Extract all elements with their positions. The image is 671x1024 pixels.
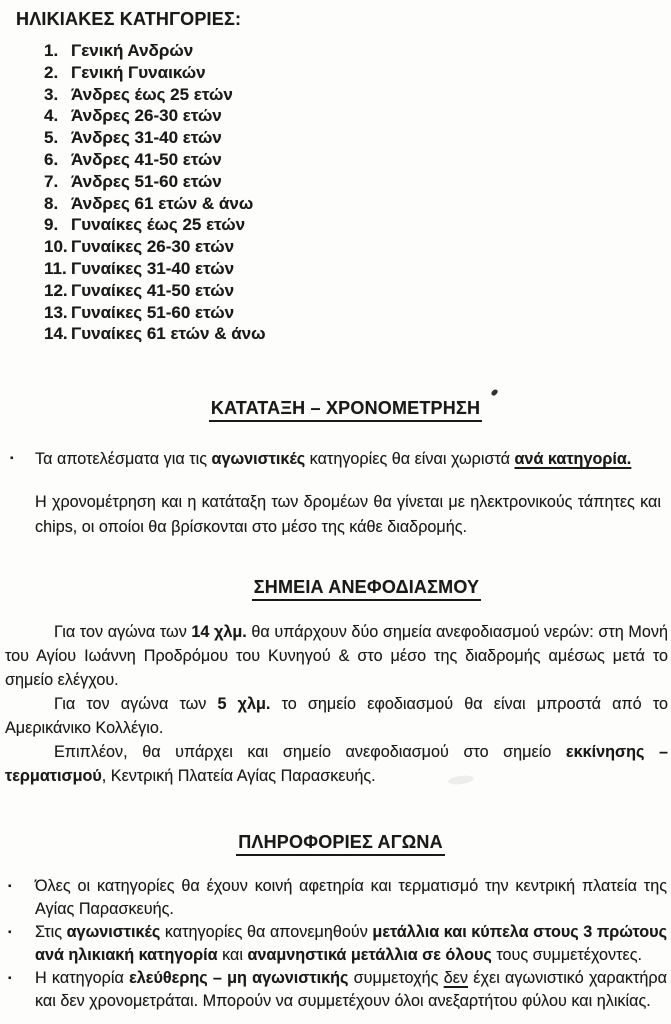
age-category-item (0, 193, 671, 215)
text-segment: θα υπάρχουν δύο σημεία ανεφοδιασμού νερών: στη Μονή του Αγίου Ιωάννη Προδρόμου του Κυνηγού & στο μέσο της διαδρομής αμέσως μετά το σημείο ελέγχου. (5, 623, 668, 690)
race-info-bullet-noncompetitive (35, 967, 667, 1013)
text-segment: συμμετοχής (348, 969, 444, 988)
age-category-item (0, 62, 671, 84)
text-segment: τους συμμετέχοντες. (491, 946, 643, 965)
age-category-item (0, 105, 671, 127)
text-segment: ανά κατηγορία. (514, 450, 632, 469)
text-segment: Όλες οι κατηγορίες θα έχουν κοινή αφετηρία και τερματισμό την κεντρική πλατεία της Αγίας Παρασκευής. (35, 877, 667, 919)
age-category-number: 12. (44, 280, 68, 300)
age-category-number: 3. (44, 84, 59, 104)
text-segment: αναμνηστικά μετάλλια σε όλους (247, 946, 492, 965)
age-category-label: Γυναίκες έως 25 ετών (71, 215, 246, 235)
bullet-square-icon: ▪ (8, 927, 12, 939)
ranking-bullet-text (35, 448, 667, 470)
age-category-label: Άνδρες 51-60 ετών (71, 171, 222, 191)
age-category-item (0, 236, 671, 258)
age-category-number: 10. (44, 237, 68, 257)
text-segment: , Κεντρική Πλατεία Αγίας Παρασκευής. (101, 767, 376, 786)
text-segment: κατηγορίες θα απονεμηθούν (160, 923, 373, 942)
refreshment-paragraphs (5, 620, 668, 788)
ranking-timing-heading (10, 398, 671, 422)
age-category-item (0, 280, 671, 302)
race-info-heading-text: ΠΛΗΡΟΦΟΡΙΕΣ ΑΓΩΝΑ (236, 832, 445, 856)
text-segment: το σημείο εφοδιασμού θα είναι μπροστά από το Αμερικάνικο Κολλέγιο. (5, 695, 668, 738)
age-category-number: 1. (44, 41, 59, 60)
age-category-label: Γυναίκες 26-30 ετών (71, 237, 235, 257)
text-segment: Τα αποτελέσματα για τις (35, 450, 212, 469)
text-segment: και (217, 946, 248, 965)
text-segment: Επιπλέον, θα υπάρχει και σημείο ανεφοδιασμού στο σημείο (54, 743, 566, 762)
age-category-number: 4. (44, 106, 59, 126)
age-category-number: 13. (44, 302, 68, 322)
refreshment-paragraph-startfinish (5, 740, 668, 788)
race-info-bullet-medals (35, 921, 667, 967)
age-category-number: 8. (44, 193, 59, 213)
age-category-label: Γυναίκες 51-60 ετών (71, 302, 235, 322)
age-category-label: Γυναίκες 41-50 ετών (71, 280, 235, 300)
age-category-item (0, 323, 671, 345)
bullet-square-icon: ▪ (10, 453, 14, 465)
refreshment-paragraph-14km (5, 620, 668, 692)
race-info-bullet-start-finish (35, 875, 667, 921)
age-category-number: 11. (44, 258, 67, 278)
race-info-bullet-row (0, 921, 667, 967)
text-segment: Για τον αγώνα των (54, 623, 192, 642)
text-segment: 14 χλμ. (191, 623, 247, 642)
bullet-square-icon: ▪ (8, 881, 12, 893)
age-category-number: 6. (44, 149, 59, 169)
race-info-heading (5, 832, 671, 856)
text-segment: Για τον αγώνα των (54, 695, 218, 714)
age-categories-list (0, 40, 671, 345)
age-category-label: Άνδρες 41-50 ετών (71, 149, 222, 169)
age-category-number: 2. (44, 62, 59, 82)
age-category-label: Άνδρες 31-40 ετών (71, 128, 222, 148)
race-info-bullet-row (0, 967, 667, 1013)
refreshment-paragraph-5km (5, 692, 668, 740)
age-category-item (0, 302, 671, 324)
age-category-label: Γενική Γυναικών (71, 62, 206, 82)
text-segment: δεν (443, 969, 469, 988)
text-segment: ελεύθερης – μη αγωνιστικής (129, 969, 349, 988)
scan-speck (490, 388, 498, 397)
text-segment: αγωνιστικές (66, 923, 161, 942)
bullet-square-icon: ▪ (8, 973, 12, 985)
age-category-label: Γυναίκες 31-40 ετών (71, 258, 235, 278)
age-category-number: 7. (44, 171, 59, 191)
race-info-bullet-row (0, 875, 667, 921)
text-segment: εκκίνησης – τερματισμού (5, 743, 668, 786)
age-category-item (0, 127, 671, 149)
age-category-item (0, 149, 671, 171)
ranking-bullet-row (0, 448, 667, 470)
age-category-label: Άνδρες έως 25 ετών (71, 84, 233, 104)
age-category-label: Άνδρες 26-30 ετών (71, 106, 222, 126)
text-segment: αγωνιστικές (211, 450, 306, 469)
ranking-timing-heading-text: ΚΑΤΑΤΑΞΗ – ΧΡΟΝΟΜΕΤΡΗΣΗ (209, 398, 482, 422)
text-segment: έχει αγωνιστικό χαρακτήρα και δεν χρονομετράται. Μπορούν να συμμετέχουν όλοι ανεξαρτήτου φύλου και ηλικίας. (35, 969, 667, 1011)
age-category-label: Γενική Ανδρών (71, 41, 194, 60)
age-category-number: 5. (44, 128, 59, 148)
race-info-bullets (0, 875, 671, 1013)
timing-paragraph: Η χρονομέτρηση και η κατάταξη των δρομέων θα γίνεται με ηλεκτρονικούς τάπητες και chips, οι οποίοι θα βρίσκονται στο μέσο της κάθε διαδρομής. (35, 493, 661, 537)
text-segment: μετάλλια και κύπελα στους 3 πρώτους ανά ηλικιακή κατηγορία (35, 923, 667, 965)
text-segment: 5 χλμ. (217, 695, 271, 714)
text-segment: Στις (35, 923, 67, 942)
text-segment: Η κατηγορία (35, 969, 130, 988)
refreshment-points-heading-text: ΣΗΜΕΙΑ ΑΝΕΦΟΔΙΑΣΜΟΥ (252, 577, 481, 601)
refreshment-points-heading (31, 577, 671, 601)
age-category-item (0, 40, 671, 62)
age-category-number: 9. (44, 215, 59, 235)
age-category-number: 14. (44, 324, 68, 344)
age-category-item (0, 214, 671, 236)
age-category-item (0, 171, 671, 193)
age-category-item (0, 84, 671, 106)
age-category-item (0, 258, 671, 280)
age-categories-title: ΗΛΙΚΙΑΚΕΣ ΚΑΤΗΓΟΡΙΕΣ: (16, 9, 242, 29)
age-category-label: Άνδρες 61 ετών & άνω (71, 193, 254, 213)
text-segment: κατηγορίες θα είναι χωριστά (305, 450, 515, 469)
age-category-label: Γυναίκες 61 ετών & άνω (71, 324, 266, 344)
